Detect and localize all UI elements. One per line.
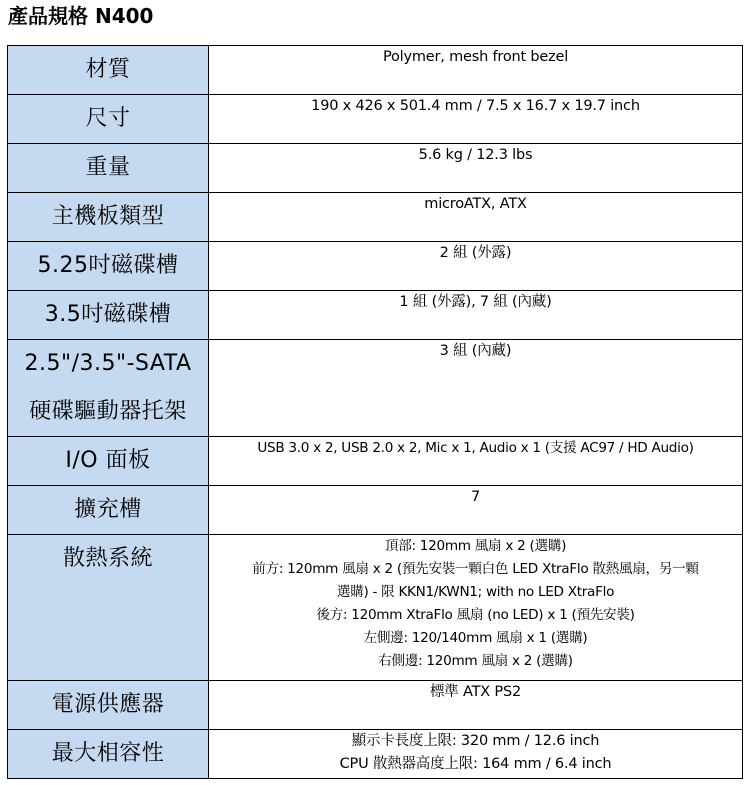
spec-value-text: 後方: 120mm XtraFlo 風扇 (no LED) x 1 (預先安裝) <box>316 607 635 623</box>
spec-label-weight <box>8 144 209 193</box>
spec-label-psu <box>8 681 209 730</box>
spec-value-text: 頂部: 120mm 風扇 x 2 (選購) <box>384 538 567 554</box>
spec-label-text: 散熱系統 <box>62 546 153 571</box>
spec-value-text: 190 x 426 x 501.4 mm / 7.5 x 16.7 x 19.7 inch <box>311 98 640 114</box>
spec-label-text: 重量 <box>85 155 131 180</box>
spec-value-bay-35 <box>209 291 743 340</box>
spec-label-material <box>8 46 209 95</box>
spec-value-weight <box>209 144 743 193</box>
spec-label-text: 電源供應器 <box>51 692 165 717</box>
spec-value-io-panel <box>209 437 743 486</box>
spec-label-cooling <box>8 535 209 681</box>
table-row <box>8 681 743 730</box>
spec-value-expansion <box>209 486 743 535</box>
spec-value-motherboard <box>209 193 743 242</box>
table-row <box>8 437 743 486</box>
spec-label-dimensions <box>8 95 209 144</box>
spec-value-text: 5.6 kg / 12.3 lbs <box>418 147 533 163</box>
page-title: 產品規格 N400 <box>8 4 154 28</box>
spec-value-dimensions <box>209 95 743 144</box>
spec-value-text: Polymer, mesh front bezel <box>382 49 569 65</box>
spec-label-drive-tray <box>8 340 209 437</box>
spec-label-motherboard <box>8 193 209 242</box>
spec-label-expansion <box>8 486 209 535</box>
spec-value-text: 顯示卡長度上限: 320 mm / 12.6 inch <box>351 733 600 749</box>
spec-value-compatibility <box>209 730 743 779</box>
spec-label-io-panel <box>8 437 209 486</box>
table-row <box>8 46 743 95</box>
table-row <box>8 242 743 291</box>
spec-label-text: 2.5"/3.5"-SATA <box>24 351 192 376</box>
spec-value-text: 選購) - 限 KKN1/KWN1; with no LED XtraFlo <box>336 584 615 600</box>
spec-label-text: 擴充槽 <box>74 497 142 522</box>
table-row <box>8 193 743 242</box>
table-row <box>8 730 743 779</box>
spec-value-bay-525 <box>209 242 743 291</box>
spec-table <box>7 45 743 779</box>
spec-value-text: 前方: 120mm 風扇 x 2 (預先安裝一顆白色 LED XtraFlo 散熱風扇，另一顆 <box>252 561 699 577</box>
spec-value-psu <box>209 681 743 730</box>
spec-value-text: 2 組 (外露) <box>439 245 512 261</box>
spec-label-text: 主機板類型 <box>51 204 165 229</box>
spec-label-text: I/O 面板 <box>65 448 151 473</box>
spec-label-text: 最大相容性 <box>51 741 165 766</box>
spec-label-text: 硬碟驅動器托架 <box>29 399 187 424</box>
spec-value-text: 左側邊: 120/140mm 風扇 x 1 (選購) <box>363 630 588 646</box>
spec-label-compatibility <box>8 730 209 779</box>
spec-value-text: 1 組 (外露), 7 組 (內藏) <box>399 294 552 310</box>
table-row <box>8 95 743 144</box>
table-row <box>8 144 743 193</box>
spec-value-text: 右側邊: 120mm 風扇 x 2 (選購) <box>378 653 573 669</box>
spec-value-text: CPU 散熱器高度上限: 164 mm / 6.4 inch <box>339 756 612 772</box>
spec-label-text: 尺寸 <box>85 106 131 131</box>
spec-label-text: 材質 <box>85 57 131 82</box>
table-row <box>8 291 743 340</box>
spec-label-bay-35 <box>8 291 209 340</box>
spec-value-text: 3 組 (內藏) <box>439 343 512 359</box>
spec-value-material <box>209 46 743 95</box>
spec-value-text: microATX, ATX <box>424 196 527 212</box>
spec-value-text: 7 <box>470 489 481 505</box>
spec-value-text: 標準 ATX PS2 <box>430 684 521 700</box>
spec-value-text: USB 3.0 x 2, USB 2.0 x 2, Mic x 1, Audio x 1 (支援 AC97 / HD Audio) <box>257 440 694 456</box>
spec-label-bay-525 <box>8 242 209 291</box>
spec-label-text: 5.25吋磁碟槽 <box>37 253 179 278</box>
spec-value-cooling <box>209 535 743 681</box>
spec-label-text: 3.5吋磁碟槽 <box>44 302 172 327</box>
table-row <box>8 340 743 437</box>
table-row <box>8 486 743 535</box>
table-row <box>8 535 743 681</box>
spec-value-drive-tray <box>209 340 743 437</box>
